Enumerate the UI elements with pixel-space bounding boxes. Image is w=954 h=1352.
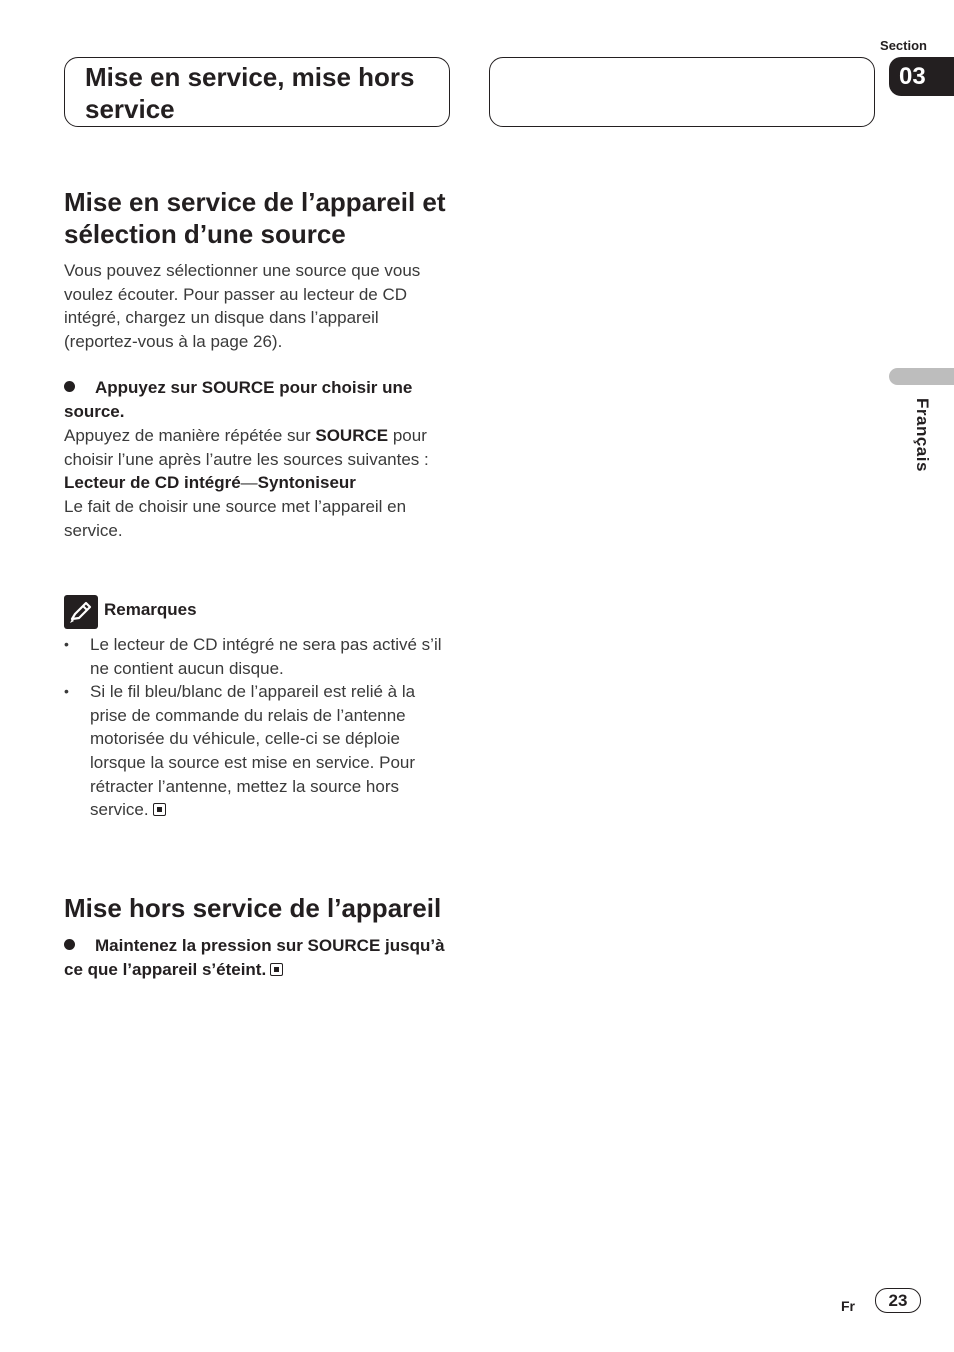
detail-suffix: pour choisir l’une après l’autre les sources suivantes : (64, 426, 429, 469)
notes-title: Remarques (104, 600, 197, 619)
source-cd: Lecteur de CD intégré (64, 473, 241, 493)
pencil-note-icon (64, 595, 98, 629)
note-item-1 (64, 633, 452, 680)
source-tuner: Syntoniseur (257, 473, 356, 493)
language-label: Français (913, 398, 932, 472)
bullet-icon: • (64, 683, 69, 700)
notes-list (64, 633, 452, 822)
note-item-2 (64, 680, 452, 822)
bullet-icon: • (64, 636, 69, 652)
section1-title: Mise en service de l’appareil et sélection d’une source (64, 187, 446, 249)
section1-intro-block (64, 259, 452, 353)
chapter-title: Mise en service, mise hors service (85, 62, 415, 124)
section2-step (64, 934, 452, 982)
section2-title: Mise hors service de l’appareil (64, 893, 442, 923)
end-of-section-icon (270, 963, 283, 976)
chapter-title-box (64, 57, 450, 127)
detail-keyword: SOURCE (315, 426, 389, 445)
section1-step-block (64, 376, 452, 542)
section2-step-text: Maintenez la pression sur SOURCE jusqu’à ce que l’appareil s’éteint. (64, 936, 445, 979)
bullet-icon (64, 939, 75, 950)
section1-step (64, 376, 452, 424)
section2-step-block (64, 934, 452, 982)
empty-header-box (489, 57, 875, 127)
end-of-section-icon (153, 803, 166, 816)
section1-intro: Vous pouvez sélectionner une source que vous voulez écouter. Pour passer au lecteur de CD intégré, chargez un disque dans l’appareil (reportez-vous à la page 26). (64, 261, 421, 351)
section1-header (64, 186, 452, 250)
note-item-1-text: Le lecteur de CD intégré ne sera pas activé s’il ne contient aucun disque. (90, 635, 442, 678)
footer-language-code: Fr (841, 1298, 855, 1314)
sources-sequence (64, 471, 452, 495)
section-label: Section (880, 38, 927, 53)
source-separator: — (240, 473, 258, 493)
section2-header (64, 892, 452, 924)
detail-prefix: Appuyez de manière répétée sur (64, 426, 316, 445)
note-item-2-text: Si le fil bleu/blanc de l’appareil est relié à la prise de commande du relais de l’antenne motorisée du véhicule, celle-ci se déploie lorsque la source est mise en service. Pour rétracter l’antenne, mettez la source hors service. (90, 682, 416, 820)
section1-step-text: Appuyez sur SOURCE pour choisir une source. (64, 378, 413, 421)
section1-closing: Le fait de choisir une source met l’appareil en service. (64, 497, 407, 540)
language-tab-bar (889, 368, 954, 385)
page-number: 23 (875, 1288, 921, 1313)
bullet-icon (64, 381, 75, 392)
section1-detail (64, 424, 452, 471)
section-number-tab: 03 (889, 57, 954, 96)
